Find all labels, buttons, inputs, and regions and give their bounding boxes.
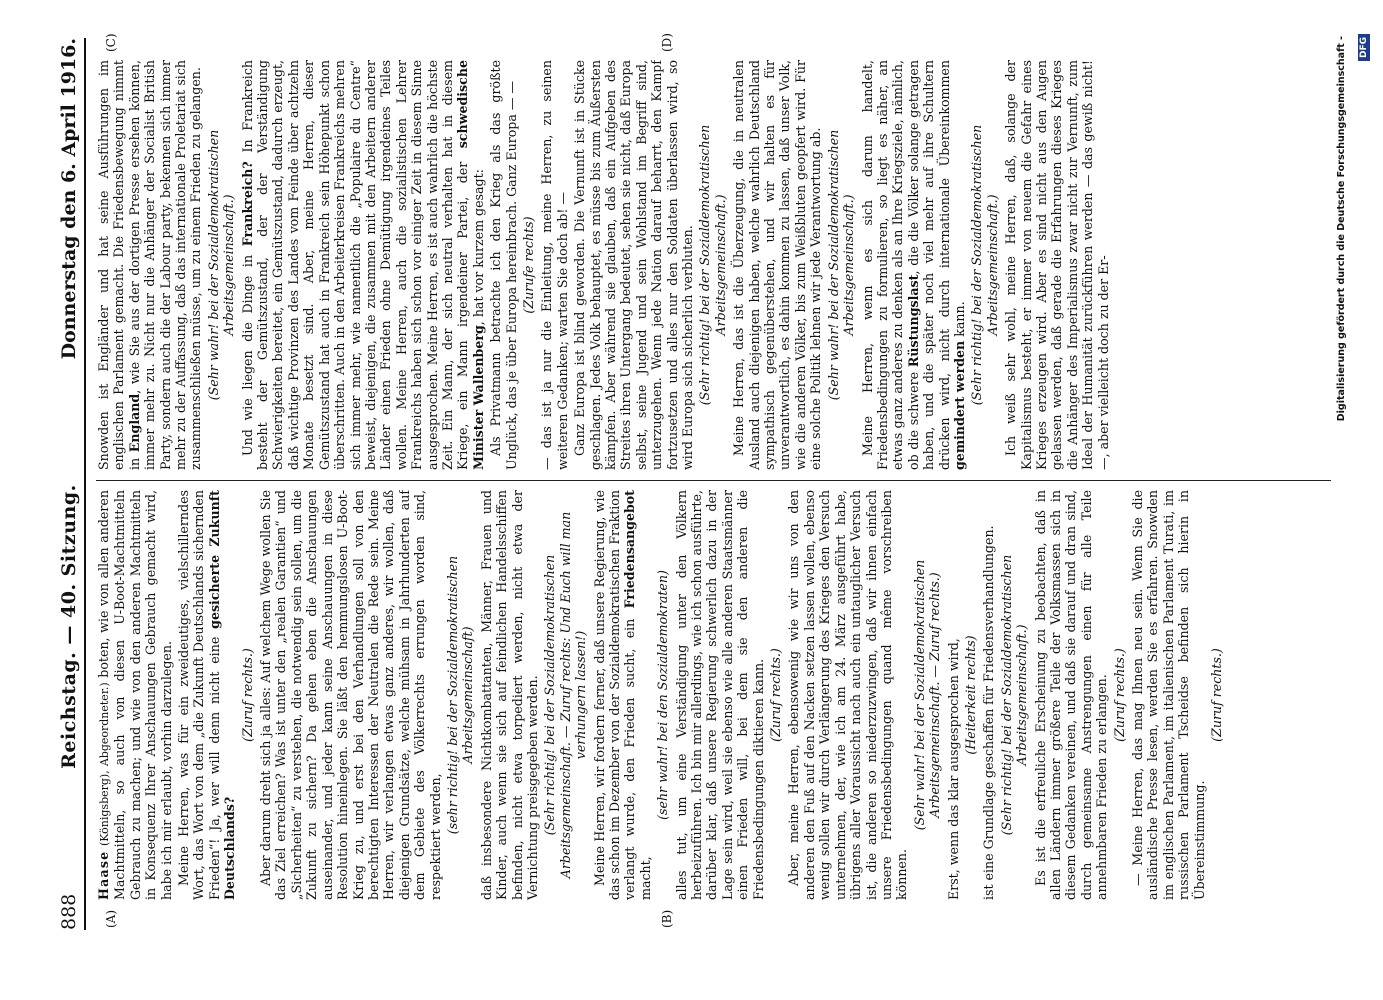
emphasis: gesicherte Zukunft Deutschlands? [206,490,238,900]
interjection: (Sehr richtig! bei der Sozialdemokratischen Arbeitsgemeinschaft.) [998,554,1030,836]
interjection: (Zuruf rechts.) [768,648,784,742]
session-date: Donnerstag den 6. April 1916. [58,38,80,360]
paragraph [96,490,174,900]
page-header [56,38,86,930]
paragraph-text: macht, [637,856,653,900]
digitization-credit: Digitalisierung gefördert durch die Deutsche Forschungsgemeinschaft - [1336,36,1347,422]
paragraph-text: kann. [951,301,967,337]
paragraph: — das ist ja nur die Einleitung, meine Herren, zu seinen weiteren Gedanken; warten Sie doch ab! — [539,60,570,470]
running-title: Reichstag. — 40. Sitzung. [58,484,80,769]
interjection: (Zurufe rechts) [520,216,536,314]
paragraph [860,60,968,470]
interjection: (Zuruf rechts.) [239,648,255,742]
paragraph: Ich weiß sehr wohl, meine Herren, daß, solange der Kapitalismus besteht, er immer von neuem die Gefahr eines Krieges erzeugen wird. Aber es sind nicht aus den Augen gelassen werden, daß gerade die Erfahrungen dieses Krieges die Anhänger des Imperialismus zwar nicht zur Vernunft, zum Ideal der Humanität zurückführen werden — das gewiß nicht! —, aber vielleicht doch zu der Er- [1003,60,1111,470]
speaker-name: Haase [96,850,111,900]
paragraph-text: boten, wie von allen anderen Machtmitteln, so auch von diesen U-Boot-Machtmitteln Gebrauch zu machen; und wie von den anderen Machtmitteln in Konsequenz Ihrer Anschauungen Gebrauch gemacht wird, habe ich mir erlaubt, vorhin darzulegen. [96,490,174,900]
emphasis: schwedische Minister Wallenberg [455,60,486,470]
paragraph [176,490,238,900]
margin-marker-b: (B) [660,909,674,928]
paragraph: Meine Herren, das ist die Überzeugung, die in neutralen Ausland auch diejenigen haben, welche wahrlich Deutschland sympathisch gegenüberstehen, und wir halten es für unverantwortlich, es dahin kommen zu lassen, daß unser Volk, wie die anderen Völker, bis zum Weißbluten geopfert wird. Für eine solche Politik lehnen wir jede Verantwortung ab. [731,60,824,470]
paragraph [96,60,204,470]
paragraph-text: , wie Sie aus der dortigen Presse ersehen können, immer mehr zu. Nicht nur die Anhänger der Socialist British Party, sondern auch die der Labour party, bekennen sich immer mehr zu der Auffassung, daß das internationale Proletariat sich zusammenschließen müsse, um zu einem Frieden zu gelangen. [126,60,204,470]
paragraph: Erst, wenn das klar ausgesprochen wird, [945,638,961,900]
quotation: Ganz Europa ist blind geworden. Die Vernunft ist in Stücke geschlagen. Jedes Volk behauptet, es müsse bis zum Äußersten kämpfen. Aber während sie glauben, daß ein Aufgeben des Streites ihren Untergang bedeutet, sehen sie nicht, daß Europa selbst, seine Jugend und sein Wohlstand im Begriff sind, unterzugehen. Wenn jede Nation darauf beharrt, den Kampf fortzusetzen und alles nur den Soldaten überlassen wird, so wird Europa sich sicherlich verbluten. [572,60,696,470]
interjection: (sehr wahr! bei den Sozialdemokraten) [655,570,671,820]
interjection: (Sehr richtig! bei der Sozialdemokratischen Arbeitsgemeinschaft.) [697,124,728,406]
margin-marker-a: (A) [104,909,118,928]
paragraph: Aber darum dreht sich ja alles: Auf welchem Wege wollen Sie das Ziel erreichen? Was ist unter den „realen Garantien“ und „Sicherheiten“ zu verstehen, die notwendig sein sollen, um die Zukunft zu sichern? Da gehen eben die Anschauungen auseinander, und jeder kann seine Anschauungen in diese Resolution hineinlegen. Sie läßt den hemmungslosen U-Boot-Krieg zu, und erst bei den Verhandlungen soll von den berechtigten Interessen der Neutralen die Rede sein. Meine Herren, wir verlangen etwas ganz anderes, wir wollen, daß diejenigen Grundsätze, welche mühsam in Jahrhunderten auf dem Gebiete des Völkerrechts errungen worden sind, respektiert werden, [258,490,443,900]
paragraph-text: Meine Herren, wenn es sich darum handelt, Friedensbedingungen zu formulieren, so liegt es näher, an etwas ganz anderes zu denken als an Ihre Kriegsziele, nämlich, ob die schwere [859,60,921,470]
emphasis: gemindert werden [951,340,967,470]
paragraph: alles tut, um eine Verständigung unter den Völkern herbeizuführen. Ich bin mir allerdings, wie ich schon ausführte, darüber klar, daß unsere Regierung schwerlich dazu in der Lage sein wird, weil sie ebenso wie alle anderen Staatsmänner einen Frieden will, bei dem sie den anderen die Friedensbedingungen diktieren kann. [673,490,766,900]
paragraph-text: Meine Herren, wir fordern ferner, daß unsere Regierung, wie das schon im Dezember von der Sozialdemokratischen Fraktion verlangt wurde, den Frieden sucht, ein [591,490,638,900]
quotation: Als Privatmann betrachte ich den Krieg als das größte Unglück, das je über Europa hereinbrach. Ganz Europa — — [488,60,519,470]
margin-marker-c: (C) [104,33,118,52]
interjection: (Zuruf rechts.) [1111,648,1127,742]
emphasis: Frankreich? [239,161,255,247]
emphasis: Rüstungslast [905,274,921,368]
interjection: (sehr richtig! bei der Sozialdemokratischen Arbeitsgemeinschaft) [444,555,476,835]
page-number: 888 [58,893,80,930]
emphasis: England [126,393,142,453]
paragraph-text: Snowden ist Engländer und hat seine Ausführungen im englischen Parlament gemacht. Die Friedensbewegung nimmt in [96,60,142,470]
paragraph-text: , hat vor kurzem gesagt: [470,169,486,326]
paragraph [592,490,654,900]
right-column [96,60,1331,470]
interjection: (Sehr wahr! bei der Sozialdemokratischen Arbeitsgemeinschaft.) [205,129,237,401]
paragraph: daß insbesondere Nichtkombattanten, Männer, Frauen und Kinder, auch wenn sie sich auf feindlichen Handelsschiffen befinden, nicht etwa torpediert werden, nicht etwa der Vernichtung preisgegeben werden. [478,490,540,900]
interjection: (Zuruf rechts.) [1209,648,1225,742]
left-column [96,490,1331,900]
interjection: (Sehr richtig! bei der Sozialdemokratischen Arbeitsgemeinschaft. — Zuruf rechts: Und Euch will man verhungern lassen!) [542,511,589,879]
paragraph-text: Meine Herren, was für ein zweideutiges, vielschillerndes Wort, das Wort von dem „die Zukunft Deutschlands sichernden Frieden“! Ja, wer will denn nicht eine [176,490,222,900]
interjection: (Sehr wahr! bei der Sozialdemokratischen Arbeitsgemeinschaft. — Zuruf rechts.) [911,559,943,831]
paragraph: — Meine Herren, das mag Ihnen neu sein. Wenn Sie die ausländische Presse lesen, werden Sie es erfahren. Snowden im englischen Parlament, im italienischen Parlament Turati, im russischen Parlament Tscheidse befinden sich hierin in Übereinstimmung. [1130,490,1207,900]
margin-marker-d: (D) [660,33,674,52]
dfg-logo: DFG [1358,34,1370,61]
interjection: (Heiterkeit rechts) [962,635,978,755]
paragraph: Es ist die erfreuliche Erscheinung zu beobachten, daß in allen Ländern immer größere Teile der Volksmassen sich in diesem Gedanken vereinen, und daß sie darauf und dran sind, durch gemeinsame Anstrengungen einen für alle Teile annehmbaren Frieden zu erlangen. [1032,490,1110,900]
paragraph-text: , die die Völker solange getragen haben, und die später noch viel mehr auf ihre Schultern drücken wird, nicht durch internationale Übereinkommen [905,60,952,470]
paragraph [240,60,487,470]
interjection: (Sehr richtig! bei der Sozialdemokratischen Arbeitsgemeinschaft.) [969,124,1000,406]
speaker-suffix: (Königsberg), Abgeordneter.) [98,682,111,847]
column-divider [96,480,1331,481]
paragraph-text: In Frankreich besteht der Gemütszustand, der der Verständigung Schwierigkeiten bereitet, ein Gemütszustand, dadurch erzeugt, daß wichtige Provinzen des Landes vom Feinde über achtzehn Monate besetzt sind. Aber, meine Herren, dieser Gemütszustand hat auch in Frankreich sein Höhepunkt schon überschritten. Auch in den Arbeiterkreisen Frankreichs mehren sich immer mehr, wie namentlich die „Populaire du Centre“ beweist, diejenigen, die zusammen mit den Arbeitern anderer Länder einen Frieden ohne Demütigung irgendeines Teiles wollen. Meine Herren, auch die sozialistischen Lehrer Frankreichs haben sich schon vor einiger Zeit in diesem Sinne ausgesprochen. Meine Herren, es ist auch wahrlich die höchste Zeit. Ein Mann, der sich neutral verhalten hat in diesem Kriege, ein Mann irgendeiner Partei, der [239,60,471,470]
paragraph-text: Und wie liegen die Dinge in [239,254,255,456]
paragraph: ist eine Grundlage geschaffen für Friedensverhandlungen. [981,525,997,900]
paragraph: Aber, meine Herren, ebensowenig wie wir uns von den anderen den Fuß auf den Nacken setzen lassen wollen, ebenso wenig sollen wir durch Verlängerung des Krieges den Versuch unternehmen, der, wie ich am 24. März ausgeführt habe, übrigens aller Voraussicht nach auch ein untauglicher Versuch ist, die anderen so niederzuzwingen, daß wir ihnen einfach unsere Friedensbedingungen quand même vorschreiben können. [786,490,910,900]
emphasis: Friedensangebot [622,490,638,609]
interjection: (Sehr wahr! bei der Sozialdemokratischen Arbeitsgemeinschaft.) [825,129,857,401]
